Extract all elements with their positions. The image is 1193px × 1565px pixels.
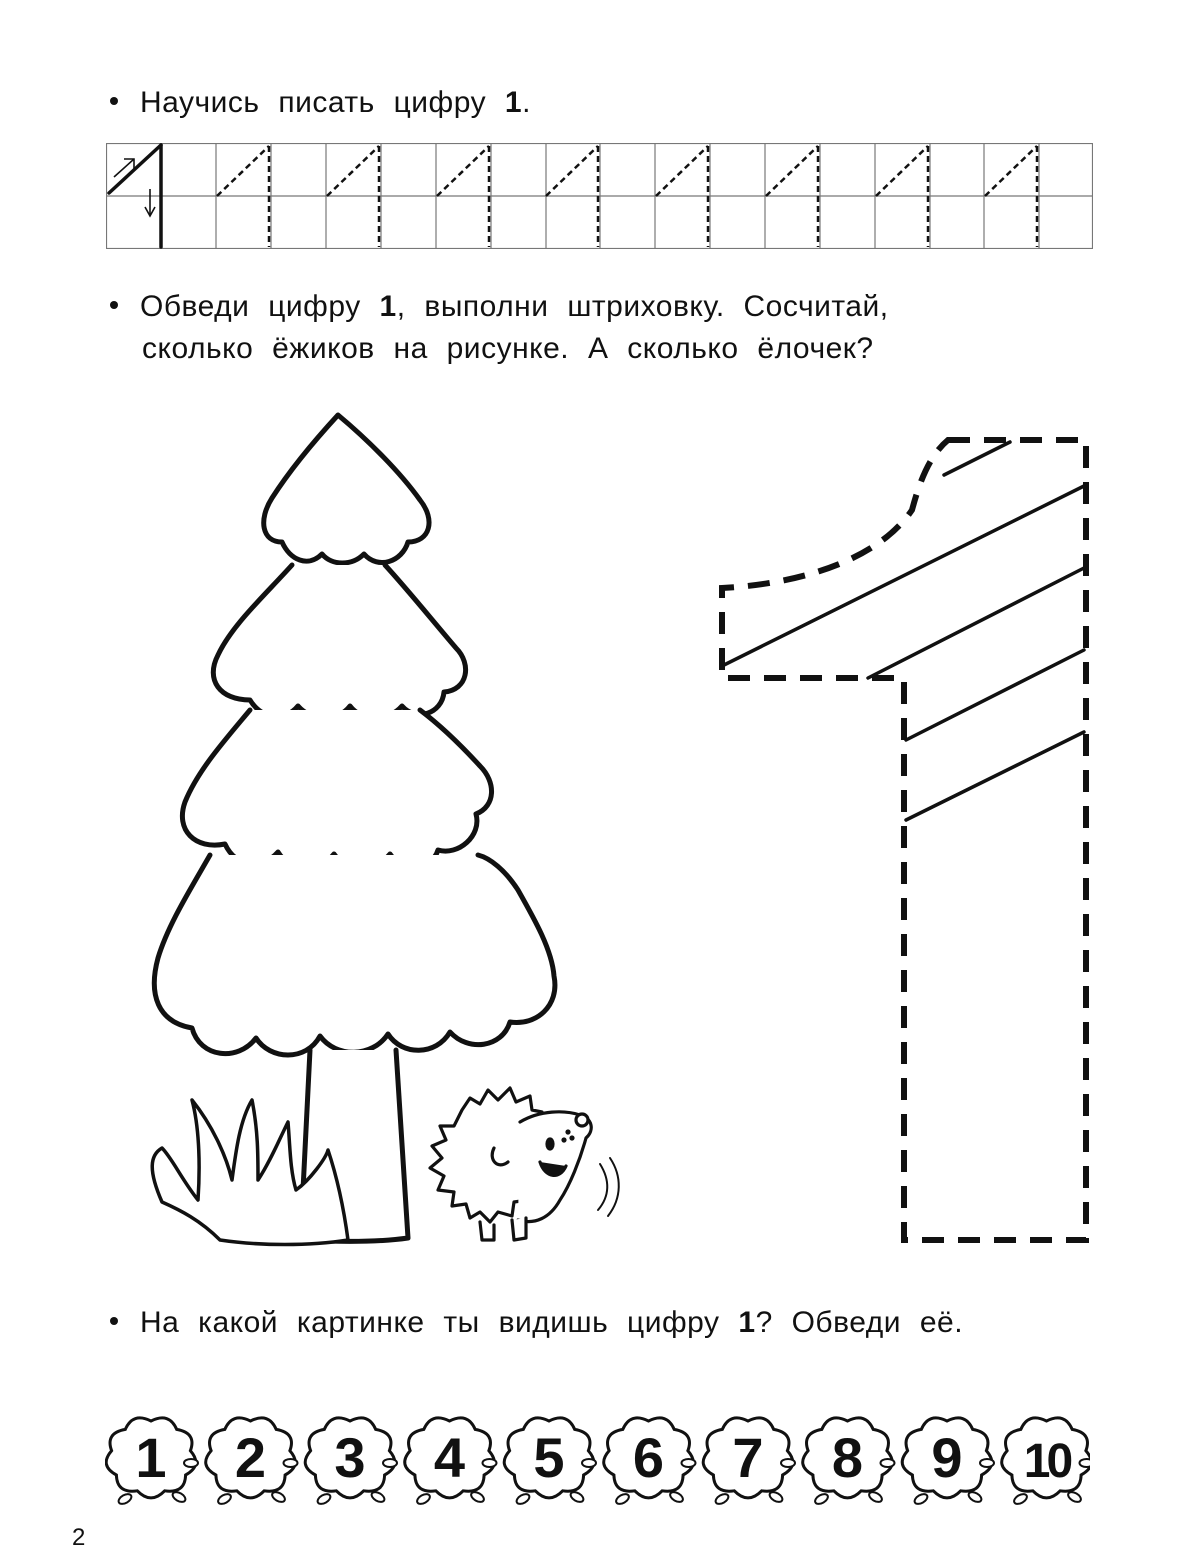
number-flower-3[interactable] bbox=[305, 1418, 397, 1506]
leaf-icon bbox=[881, 1459, 895, 1467]
leaf-icon bbox=[1066, 1490, 1082, 1504]
task-2-text-line-1: Обведи цифру bbox=[140, 290, 380, 323]
leaf-icon bbox=[980, 1459, 994, 1467]
leaf-icon bbox=[284, 1459, 298, 1467]
number-flower-6[interactable] bbox=[604, 1418, 696, 1506]
leaf-icon bbox=[469, 1490, 485, 1504]
number-label: 10 bbox=[1023, 1435, 1070, 1488]
number-label: 4 bbox=[433, 1426, 466, 1489]
number-label: 6 bbox=[632, 1426, 665, 1489]
leaf-icon bbox=[582, 1459, 596, 1467]
leaf-icon bbox=[1012, 1492, 1028, 1506]
number-flowers-row bbox=[105, 1407, 1090, 1517]
task-1-text: Научись писать цифру bbox=[140, 86, 505, 119]
task-3-text: На какой картинке ты видишь цифру bbox=[140, 1306, 739, 1339]
number-flower-2[interactable] bbox=[206, 1418, 298, 1506]
page-number: 2 bbox=[72, 1524, 86, 1551]
number-label: 5 bbox=[533, 1426, 565, 1489]
task-3-instruction bbox=[110, 1302, 963, 1344]
number-label: 9 bbox=[931, 1426, 963, 1489]
leaf-icon bbox=[117, 1492, 133, 1506]
task-1-period: . bbox=[522, 86, 531, 119]
number-flower-10[interactable] bbox=[1002, 1418, 1090, 1506]
bullet bbox=[110, 301, 118, 309]
bullet bbox=[110, 97, 118, 105]
number-flower-8[interactable] bbox=[803, 1418, 895, 1506]
stroke-direction-arrows-icon bbox=[114, 159, 155, 216]
leaf-icon bbox=[184, 1459, 198, 1467]
leaf-icon bbox=[967, 1490, 983, 1504]
leaf-icon bbox=[216, 1492, 232, 1506]
leaf-icon bbox=[515, 1492, 531, 1506]
task-3-text-end: ? Обведи её. bbox=[755, 1306, 964, 1339]
task-2-text-line-1-end: , выполни штриховку. Сосчитай, bbox=[396, 290, 889, 323]
number-flower-5[interactable] bbox=[504, 1418, 596, 1506]
leaf-icon bbox=[370, 1490, 386, 1504]
illustration bbox=[140, 410, 1100, 1270]
copybook-tracing-grid bbox=[106, 143, 1093, 249]
leaf-icon bbox=[714, 1492, 730, 1506]
number-flower-4[interactable] bbox=[405, 1418, 497, 1506]
leaf-icon bbox=[614, 1492, 630, 1506]
leaf-icon bbox=[270, 1490, 286, 1504]
leaf-icon bbox=[682, 1459, 696, 1467]
leaf-icon bbox=[867, 1490, 883, 1504]
task-1-digit: 1 bbox=[504, 86, 523, 119]
number-label: 8 bbox=[831, 1426, 864, 1489]
leaf-icon bbox=[383, 1459, 397, 1467]
leaf-icon bbox=[569, 1490, 585, 1504]
number-label: 2 bbox=[234, 1426, 267, 1489]
leaf-icon bbox=[813, 1492, 829, 1506]
task-2-text-line-2: сколько ёжиков на рисунке. А сколько ёлочек? bbox=[142, 332, 874, 365]
leaf-icon bbox=[668, 1490, 684, 1504]
number-flower-7[interactable] bbox=[703, 1418, 795, 1506]
bullet bbox=[110, 1317, 118, 1325]
leaf-icon bbox=[483, 1459, 497, 1467]
leaf-icon bbox=[781, 1459, 795, 1467]
leaf-icon bbox=[913, 1492, 929, 1506]
task-1-instruction bbox=[110, 82, 531, 124]
number-label: 7 bbox=[732, 1426, 764, 1489]
leaf-icon bbox=[415, 1492, 431, 1506]
task-3-digit: 1 bbox=[738, 1306, 756, 1339]
task-2-instruction bbox=[110, 286, 889, 370]
dashed-digit-one-icon[interactable] bbox=[722, 440, 1086, 1240]
number-flower-1[interactable] bbox=[106, 1418, 198, 1506]
leaf-icon bbox=[768, 1490, 784, 1504]
number-label: 1 bbox=[135, 1426, 167, 1489]
number-flower-9[interactable] bbox=[902, 1418, 994, 1506]
leaf-icon bbox=[1080, 1459, 1091, 1467]
hedgehog-icon bbox=[430, 1088, 619, 1240]
task-2-digit: 1 bbox=[379, 290, 397, 323]
leaf-icon bbox=[171, 1490, 187, 1504]
number-label: 3 bbox=[334, 1426, 366, 1489]
leaf-icon bbox=[316, 1492, 332, 1506]
